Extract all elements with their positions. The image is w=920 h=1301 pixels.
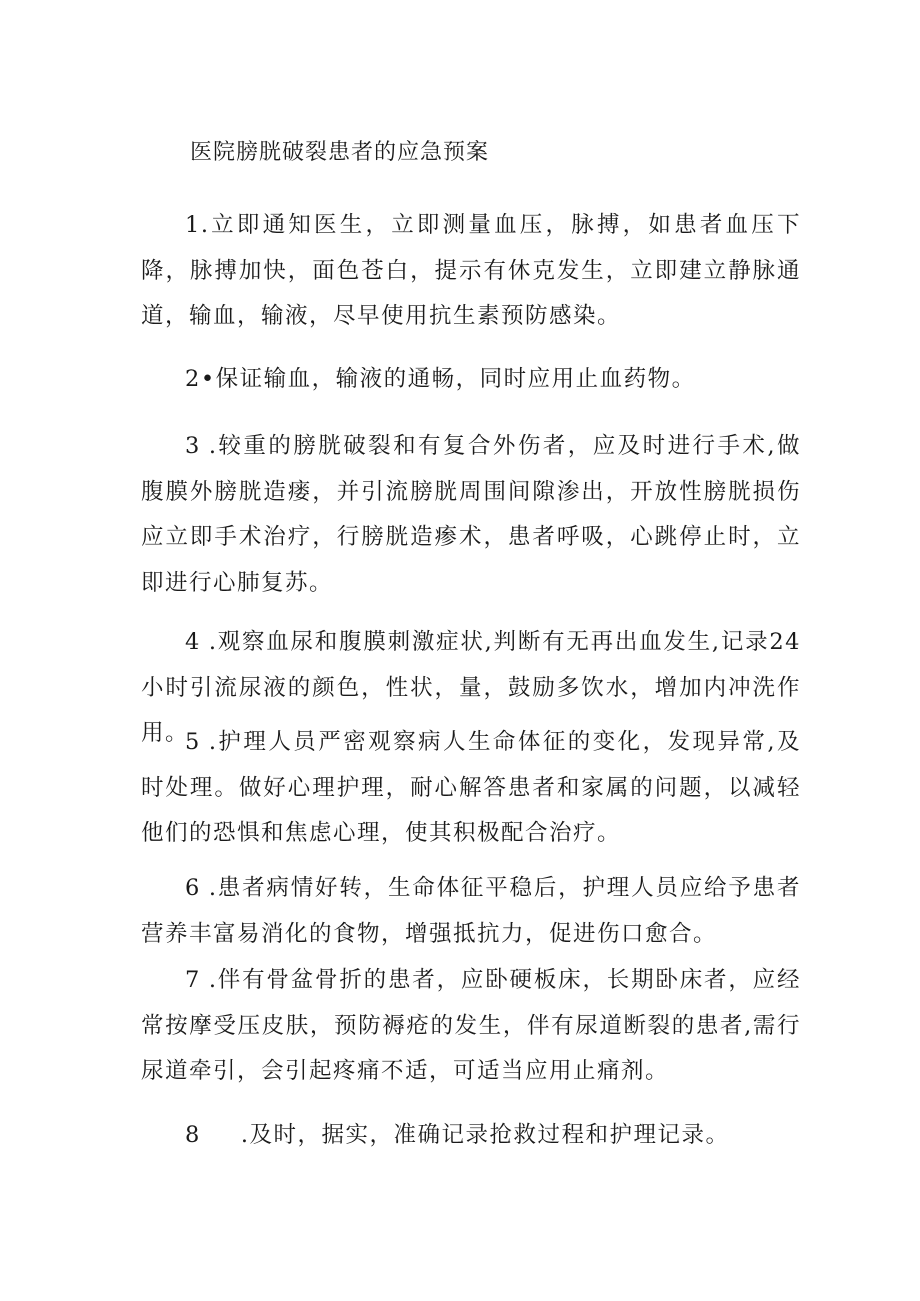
paragraph-1-number: 1.	[185, 212, 210, 238]
paragraph-8-text: .及时，据实，准确记录抢救过程和护理记录。	[240, 1122, 730, 1148]
paragraph-3	[141, 424, 801, 606]
paragraph-6-number: 6	[185, 875, 201, 901]
paragraph-4-number: 4	[185, 629, 201, 655]
paragraph-1	[141, 203, 801, 340]
paragraph-5-number: 5	[185, 729, 201, 755]
paragraph-5	[141, 720, 801, 857]
paragraph-8-number: 8	[185, 1122, 201, 1148]
paragraph-4-text: .观察血尿和腹膜刺激症状,判断有无再出血发生,记录24小时引流尿液的颜色，性状，量，鼓励多饮水，增加内冲洗作用。	[141, 629, 801, 746]
paragraph-5-text: .护理人员严密观察病人生命体征的变化，发现异常,及时处理。做好心理护理，耐心解答患者和家属的问题，以减轻他们的恐惧和焦虑心理，使其积极配合治疗。	[141, 729, 801, 846]
paragraph-2-number: 2•	[185, 366, 216, 392]
paragraph-1-text: 立即通知医生，立即测量血压，脉搏，如患者血压下降，脉搏加快，面色苍白，提示有休克发生，立即建立静脉通道，输血，输液，尽早使用抗生素预防感染。	[141, 212, 801, 329]
paragraph-6	[141, 866, 801, 957]
paragraph-7-number: 7	[185, 967, 201, 993]
paragraph-3-text: .较重的膀胱破裂和有复合外伤者，应及时进行手术,做腹膜外膀胱造瘘，并引流膀胱周围间隙渗出，开放性膀胱损伤应立即手术治疗，行膀胱造瘆术，患者呼吸，心跳停止时，立即进行心肺复苏。	[141, 433, 801, 596]
paragraph-8	[141, 1113, 801, 1159]
paragraph-7	[141, 958, 801, 1095]
paragraph-6-text: .患者病情好转，生命体征平稳后，护理人员应给予患者营养丰富易消化的食物，增强抵抗力，促进伤口愈合。	[141, 875, 801, 947]
paragraph-2-text: 保证输血，输液的通畅，同时应用止血药物。	[215, 366, 696, 392]
document-title: 医院膀胱破裂患者的应急预案	[190, 140, 490, 165]
paragraph-7-text: .伴有骨盆骨折的患者，应卧硬板床，长期卧床者，应经常按摩受压皮肤，预防褥疮的发生，伴有尿道断裂的患者,需行尿道牵引，会引起疼痛不适，可适当应用止痛剂。	[141, 967, 801, 1084]
paragraph-2	[141, 357, 801, 403]
paragraph-3-number: 3	[185, 433, 201, 459]
